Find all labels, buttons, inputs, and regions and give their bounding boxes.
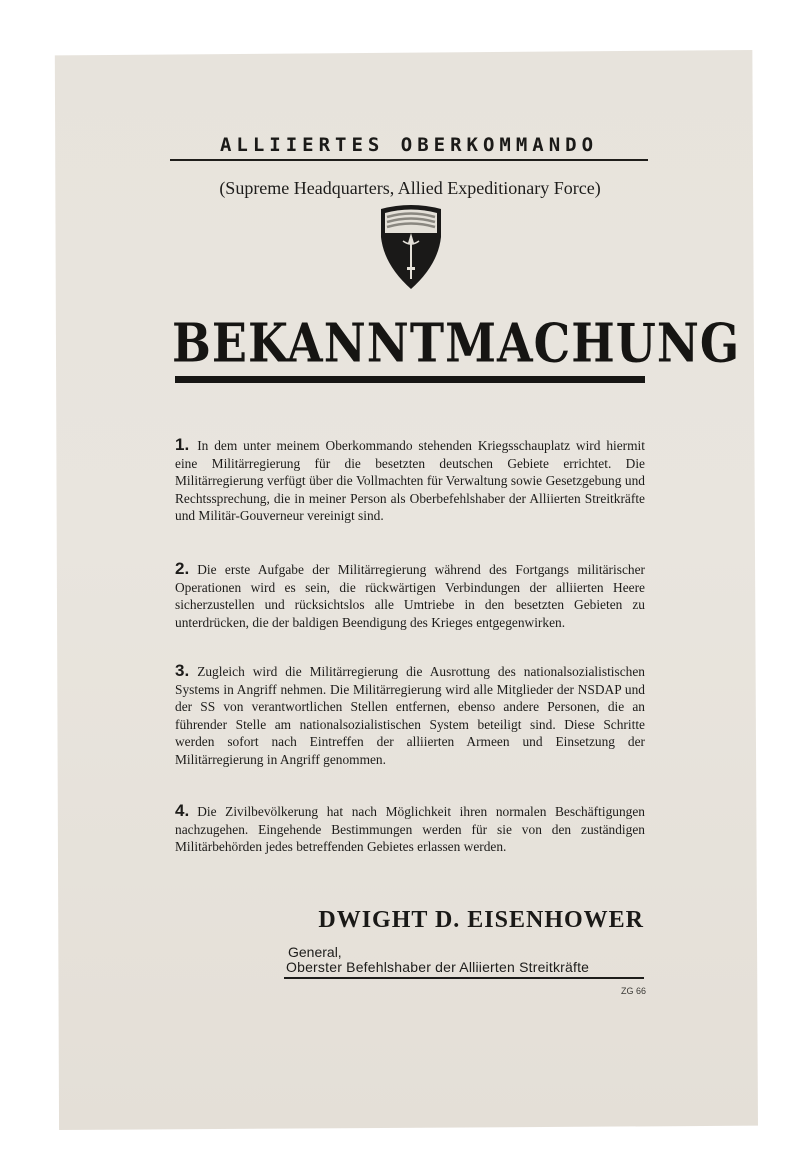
paragraph-2 <box>175 560 645 631</box>
paragraph-3 <box>175 662 645 768</box>
paragraph-text: Die erste Aufgabe der Militärregierung während des Fortgangs militärischer Operationen wird es sein, die rückwärtigen Verbindungen der alliierten Heere sicherzustellen und rücksichtslos alle Umtriebe in den besetzten Gebieten zu unterdrücken, die der baldigen Beendigung des Krieges entgegenwirken. <box>175 562 645 630</box>
paragraph-1 <box>175 436 645 525</box>
signature-rule <box>284 977 644 979</box>
paragraph-number: 3. <box>175 661 190 680</box>
paragraph-number: 2. <box>175 559 190 578</box>
paragraph-text: Die Zivilbevölkerung hat nach Möglichkeit ihren normalen Beschäftigungen nachzugehen. Eingehende Bestimmungen werden für sie von den zuständigen Militärbehörden jedes betreffenden Gebietes erlassen werden. <box>175 804 645 854</box>
signatory-name: DWIGHT D. EISENHOWER <box>318 907 644 933</box>
paragraph-number: 4. <box>175 801 190 820</box>
signatory-rank: General, <box>288 944 342 960</box>
header-subtitle: (Supreme Headquarters, Allied Expeditionary Force) <box>219 178 601 198</box>
paragraph-number: 1. <box>175 435 190 454</box>
header-rule <box>170 159 648 161</box>
shaef-shield-icon <box>378 203 444 291</box>
print-code: ZG 66 <box>620 986 646 996</box>
header-command: ALLIIERTES OBERKOMMANDO <box>219 134 599 156</box>
paragraph-text: In dem unter meinem Oberkommando stehenden Kriegsschauplatz wird hiermit eine Militärregierung für die besetzten deutschen Gebiete errichtet. Die Militärregierung verfügt über die Vollmachten für Verwaltung sowie Gesetzgebung und Rechtssprechung, die in meiner Person als Oberbefehlshaber der Alliierten Streitkräfte und Militär-Gouverneur vereinigt sind. <box>175 438 645 523</box>
title-rule <box>175 376 645 383</box>
paragraph-text: Zugleich wird die Militärregierung die Ausrottung des nationalsozialistischen Systems in Angriff nehmen. Die Militärregierung wird alle Mitglieder der NSDAP und der SS von verantwortlichen Stellen entfernen, ebenso andere Personen, die an führender Stelle am nationalsozialistischen System beteiligt sind. Diese Schritte werden sofort nach Eintreffen der alliierten Armeen und Einsetzung der Militärregierung in Angriff genommen. <box>175 664 645 767</box>
page-title: BEKANNTMACHUNG <box>172 312 741 375</box>
signatory-title: Oberster Befehlshaber der Alliierten Streitkräfte <box>286 959 590 975</box>
paragraph-4 <box>175 802 645 856</box>
